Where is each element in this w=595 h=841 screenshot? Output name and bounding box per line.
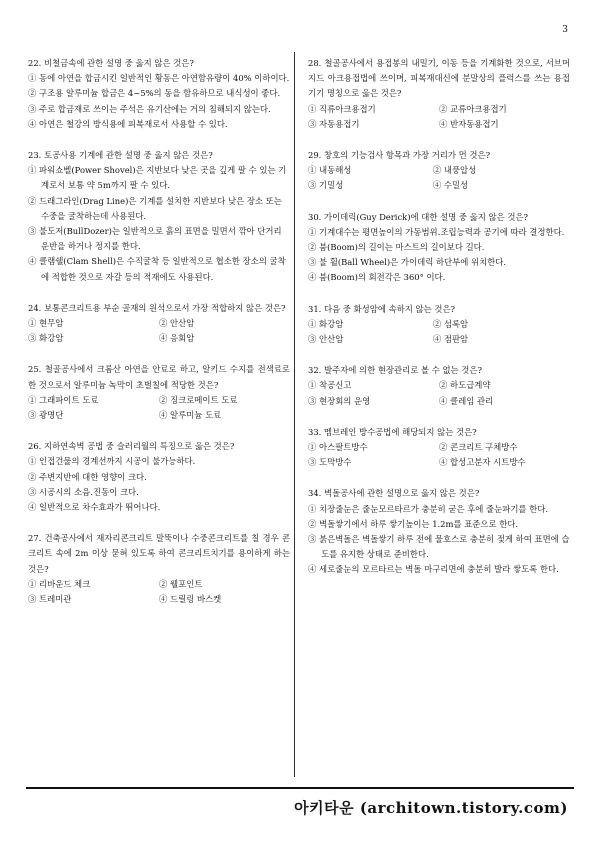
answer-option: ④ 응회암 (159, 333, 195, 344)
answer-option: ④ 클램쉘(Clam Shell)은 수직굴착 등 일반적으로 협소한 장소의 굴착에 적합한 것으로 자갈 등의 적재에도 사용된다. (28, 256, 286, 282)
answer-option: ② 징크로메이트 도료 (159, 394, 238, 405)
answer-option: ③ 안산암 (308, 334, 344, 345)
question-block (28, 56, 290, 132)
answer-option: ② 콘크리트 구체방수 (439, 442, 518, 453)
option-row (308, 117, 570, 132)
question-title: 24. 보통콘크리트용 부순 골재의 원석으로서 가장 적합하지 않은 것은? (28, 302, 286, 313)
answer-option: ④ 클레임 관리 (439, 395, 494, 406)
answer-option: ① 직류아크용접기 (308, 103, 376, 114)
answer-option: ② 주변지반에 대한 영향이 크다. (28, 471, 147, 482)
option-row (28, 331, 290, 346)
question-block (308, 302, 570, 348)
question-title: 30. 가이데릭(Guy Derick)에 대한 설명 중 옳지 않은 것은? (308, 211, 529, 222)
option-row (308, 394, 570, 409)
answer-option: ③ 불 휠(Ball Wheel)은 가이데릭 하단부에 위치한다. (308, 257, 506, 268)
question-block (28, 362, 290, 423)
option-row (308, 317, 570, 332)
question-block (28, 439, 290, 515)
right-column (308, 56, 570, 594)
answer-option: ④ 반자동용접기 (439, 118, 499, 129)
answer-option: ③ 광명단 (28, 410, 64, 421)
question-title: 25. 철골공사에서 크롬산 아연을 안료로 하고, 알키드 수지를 전색료로 한 것으로서 알루미늄 녹막이 초벌칠에 적당한 것은? (28, 364, 290, 390)
question-title: 28. 철골공사에서 용접봉의 내밀기, 이동 등을 기계화한 것으로, 서브머지드 아크용접법에 쓰이며, 피복재대신에 분말상의 플럭스를 쓰는 용접기기 명칭으로 옳은 것은? (308, 58, 570, 99)
answer-option: ③ 자동용접기 (308, 118, 360, 129)
question-block (28, 301, 290, 347)
answer-option: ② 붐(Boom)의 길이는 마스트의 길이보다 길다. (308, 242, 485, 253)
question-title: 22. 비철금속에 관한 설명 중 옳지 않은 것은? (28, 58, 194, 68)
option-row (308, 332, 570, 347)
answer-option: ③ 붉은벽돌은 벽돌쌓기 하루 전에 물호스로 충분히 젖게 하여 표면에 습도를 유지한 상태로 준비한다. (308, 534, 570, 560)
answer-option: ② 웰포인트 (159, 578, 203, 589)
question-block (308, 425, 570, 471)
answer-option: ② 내풍압성 (432, 165, 477, 176)
question-block (28, 148, 290, 285)
question-title: 31. 다음 중 화성암에 속하지 않는 것은? (308, 303, 456, 314)
answer-option: ③ 도막방수 (308, 457, 352, 468)
answer-option: ② 구조용 알루미늄 합금은 4~5%의 동을 함유하므로 내식성이 좋다. (28, 88, 281, 99)
option-row (28, 408, 290, 423)
answer-option: ① 현무암 (28, 318, 64, 329)
answer-option: ④ 아연은 철강의 방식용에 피복재로서 사용할 수 있다. (28, 118, 228, 129)
answer-option: ② 하도급계약 (439, 380, 491, 391)
answer-option: ① 파워쇼벨(Power Shovel)은 지반보다 낮은 곳을 깊게 팔 수 있는 기계로서 보통 약 5m까지 팔 수 있다. (28, 165, 287, 191)
option-row (28, 393, 290, 408)
answer-option: ② 벽돌쌓기에서 하루 쌓기높이는 1.2m를 표준으로 한다. (308, 518, 519, 529)
answer-option: ① 리바운드 체크 (28, 578, 91, 589)
question-title: 33. 멤브레인 방수공법에 해당되지 않는 것은? (308, 426, 477, 437)
question-block (28, 531, 290, 607)
answer-option: ④ 수밀성 (432, 180, 469, 191)
question-block (308, 148, 570, 194)
answer-option: ② 교류아크용접기 (439, 103, 507, 114)
answer-option: ③ 현장회의 운영 (308, 395, 371, 406)
left-column (28, 56, 290, 623)
answer-option: ③ 불도저(BullDozer)는 일반적으로 흙의 표면을 밀면서 깎아 단거리 운반을 하거나 정지를 한다. (28, 226, 282, 252)
answer-option: ③ 화강암 (28, 333, 64, 344)
question-title: 27. 건축공사에서 재자리콘크리트 말뚝이나 수중콘크리트를 칠 경우 콘크리트 속에 2m 이상 묻혀 있도록 하여 콘크리트치기를 용이하게 하는 것은? (28, 533, 290, 574)
option-row (28, 592, 290, 607)
answer-option: ④ 점판암 (432, 334, 469, 345)
question-block (308, 363, 570, 409)
option-row (308, 178, 570, 193)
option-row (308, 163, 570, 178)
option-row (308, 378, 570, 393)
answer-option: ② 안산암 (159, 318, 195, 329)
answer-option: ① 치장줄눈은 줄눈모르타르가 충분히 굳은 후에 줄눈파기를 한다. (308, 503, 549, 514)
answer-option: ② 섬록암 (432, 318, 469, 329)
question-block (308, 56, 570, 132)
option-row (308, 440, 570, 455)
answer-option: ③ 주로 합금재로 쓰이는 주석은 유기산에는 거의 침해되지 않는다. (28, 103, 271, 114)
option-row (308, 102, 570, 117)
page-number: 3 (562, 25, 568, 35)
answer-option: ① 동에 아연을 합금시킨 일반적인 황동은 아연함유량이 40% 이하이다. (28, 73, 290, 84)
answer-option: ④ 세로줄눈의 모르타르는 벽돌 마구리면에 충분히 발라 쌓도록 한다. (308, 564, 559, 575)
option-row (28, 577, 290, 592)
question-title: 26. 지하연속벽 공법 중 슬러리월의 특징으로 옳은 것은? (28, 441, 235, 452)
answer-option: ② 드래그라인(Drag Line)은 기계를 설치한 지반보다 낮은 장소 또는 수중을 굴착하는데 사용된다. (28, 195, 282, 221)
question-title: 34. 벽돌공사에 관한 설명으로 옳지 않은 것은? (308, 488, 480, 499)
answer-option: ④ 드릴링 바스켓 (159, 594, 222, 605)
answer-option: ④ 합성고분자 시트방수 (439, 457, 526, 468)
column-divider (294, 52, 295, 777)
answer-option: ① 그래파이트 도료 (28, 394, 99, 405)
answer-option: ③ 기밀성 (308, 180, 344, 191)
answer-option: ④ 알루미늄 도료 (159, 410, 222, 421)
footer-brand: 아키타운 (architown.tistory.com) (294, 799, 568, 817)
answer-option: ① 인접건물의 경계선까지 시공이 불가능하다. (28, 456, 196, 467)
option-row (308, 455, 570, 470)
question-block (308, 486, 570, 577)
answer-option: ③ 트레미관 (28, 594, 72, 605)
answer-option: ① 화강암 (308, 318, 344, 329)
footer-rule (26, 787, 574, 789)
option-row (28, 316, 290, 331)
answer-option: ① 내동해성 (308, 165, 352, 176)
question-block (308, 210, 570, 286)
answer-option: ① 아스팔트방수 (308, 442, 368, 453)
question-title: 23. 토공사용 기계에 관한 설명 중 옳지 않은 것은? (28, 150, 213, 161)
answer-option: ① 기계대수는 평면높이의 가동범위․조립능력과 공기에 따라 결정한다. (308, 226, 565, 237)
answer-option: ④ 일반적으로 차수효과가 뛰어나다. (28, 502, 161, 513)
answer-option: ④ 붐(Boom)의 회전각은 360° 이다. (308, 272, 446, 283)
answer-option: ① 착공신고 (308, 380, 352, 391)
question-title: 29. 창호의 기능검사 항목과 가장 거리가 먼 것은? (308, 150, 491, 161)
question-title: 32. 발주자에 의한 현장관리로 볼 수 없는 것은? (308, 365, 482, 376)
answer-option: ③ 시공시의 소음․진동이 크다. (28, 486, 139, 497)
